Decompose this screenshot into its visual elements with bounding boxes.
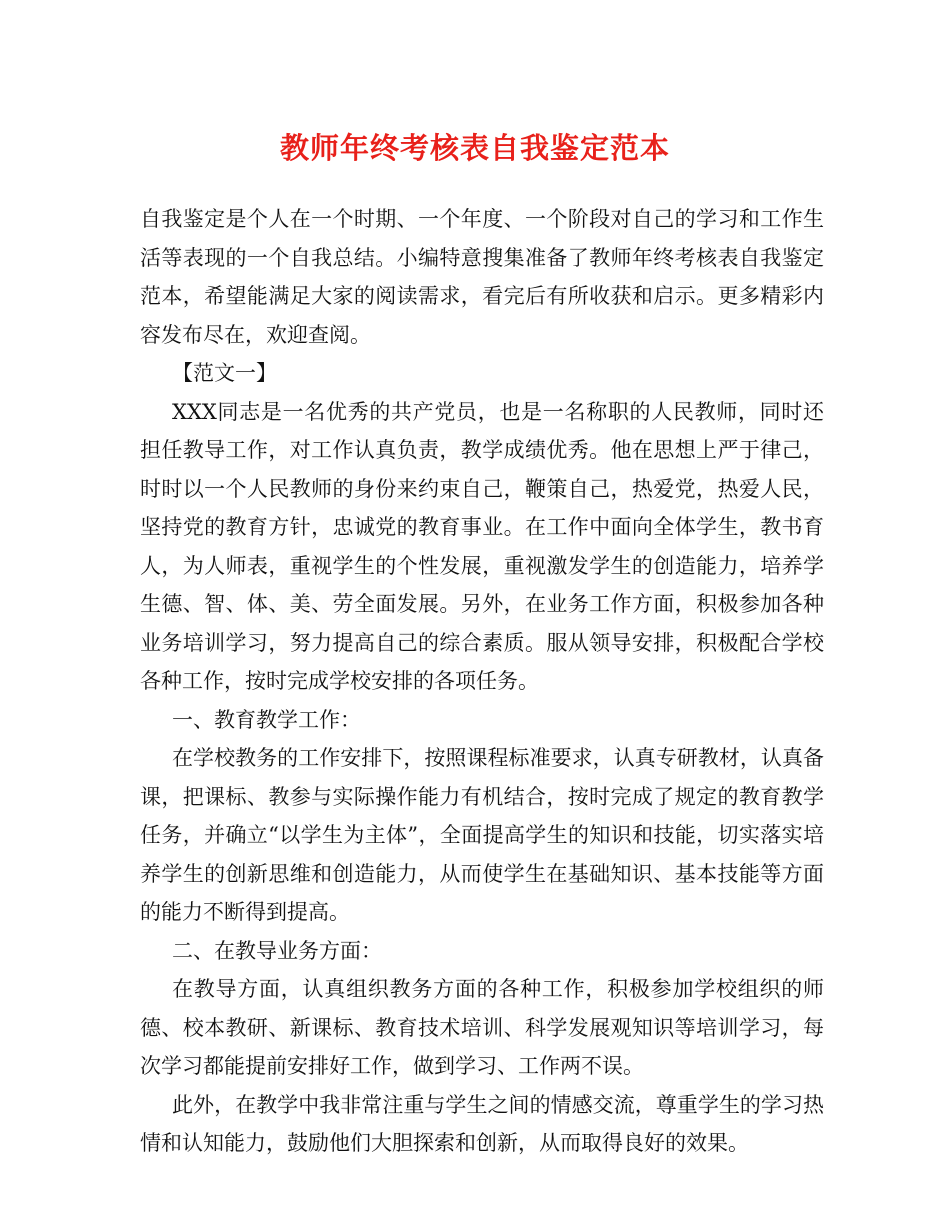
paragraph-heading-guidance: 二、在教导业务方面：	[172, 938, 382, 963]
paragraph-additional: 此外，在教学中我非常注重与学生之间的情感交流，尊重学生的学习热情和认知能力，鼓励他们大胆探索和创新，从而取得良好的效果。	[140, 1092, 824, 1155]
paragraph-summary: XXX同志是一名优秀的共产党员，也是一名称职的人民教师，同时还担任教导工作，对工作认真负责，教学成绩优秀。他在思想上严于律己，时时以一个人民教师的身份来约束自己，鞭策自己，热爱党，热爱人民，坚持党的教育方针，忠诚党的教育事业。在工作中面向全体学生，教书育人，为人师表，重视学生的个性发展，重视激发学生的创造能力，培养学生德、智、体、美、劳全面发展。另外，在业务工作方面，积极参加各种业务培训学习，努力提高自己的综合素质。服从领导安排，积极配合学校各种工作，按时完成学校安排的各项任务。	[140, 399, 824, 693]
paragraph-guidance: 在教导方面，认真组织教务方面的各种工作，积极参加学校组织的师德、校本教研、新课标、教育技术培训、科学发展观知识等培训学习，每次学习都能提前安排好工作，做到学习、工作两不误。	[140, 977, 824, 1078]
document-body	[140, 200, 824, 1163]
document-title: 教师年终考核表自我鉴定范本	[279, 131, 670, 165]
paragraph-intro: 自我鉴定是个人在一个时期、一个年度、一个阶段对自己的学习和工作生活等表现的一个自我总结。小编特意搜集准备了教师年终考核表自我鉴定范本，希望能满足大家的阅读需求，看完后有所收获和启示。更多精彩内容发布尽在，欢迎查阅。	[140, 207, 824, 347]
paragraph-teaching: 在学校教务的工作安排下，按照课程标准要求，认真专研教材，认真备课，把课标、教参与实际操作能力有机结合，按时完成了规定的教育教学任务，并确立“以学生为主体”，全面提高学生的知识和技能，切实落实培养学生的创新思维和创造能力，从而使学生在基础知识、基本技能等方面的能力不断得到提高。	[140, 746, 824, 924]
paragraph-section-label: 【范文一】	[172, 361, 277, 385]
paragraph-heading-teaching: 一、教育教学工作：	[172, 707, 361, 732]
